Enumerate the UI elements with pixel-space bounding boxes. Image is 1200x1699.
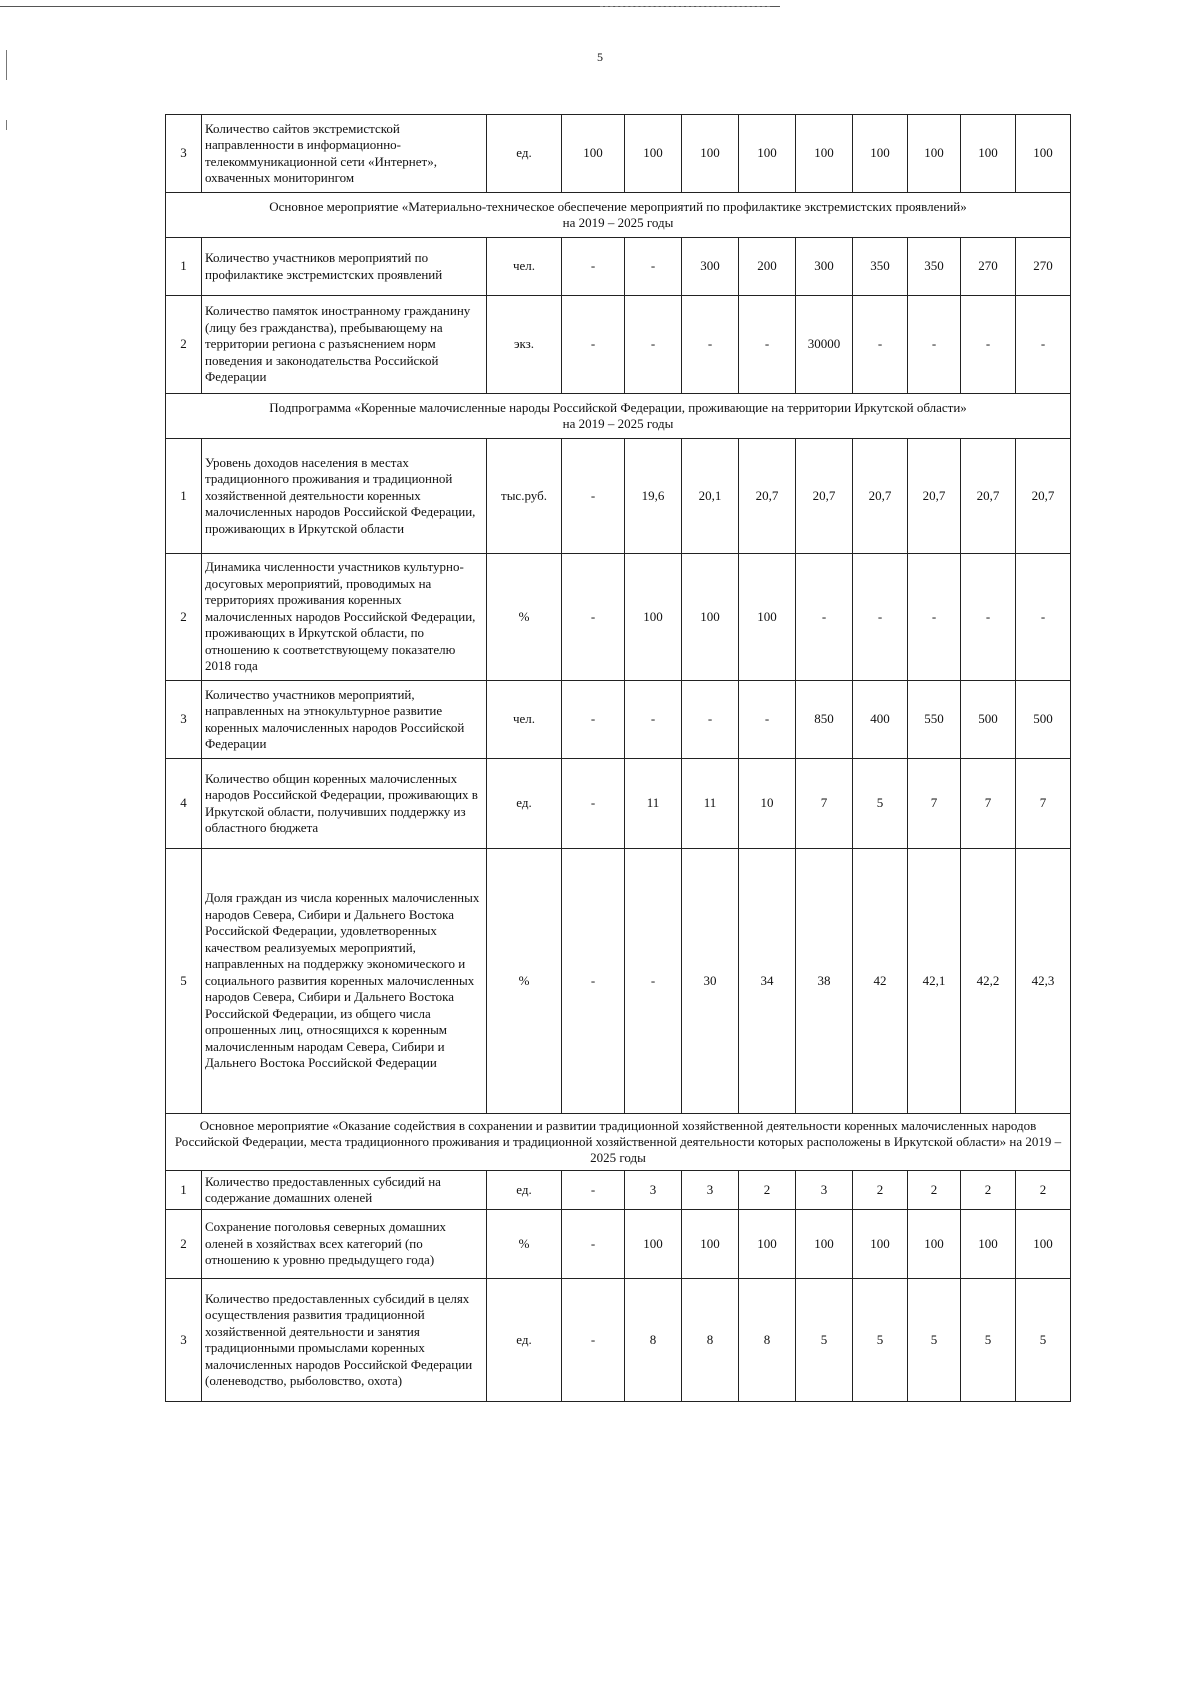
- scan-top-rule-dashed: [600, 6, 770, 7]
- row-number-cell: 1: [166, 238, 202, 296]
- value-cell: 500: [961, 681, 1016, 759]
- value-cell: 350: [908, 238, 961, 296]
- value-cell: 30000: [796, 296, 853, 394]
- value-cell: 11: [682, 759, 739, 849]
- value-cell: 38: [796, 849, 853, 1114]
- value-cell: 850: [796, 681, 853, 759]
- value-cell: 20,7: [961, 439, 1016, 554]
- value-cell: 8: [682, 1279, 739, 1402]
- indicators-table-body: [166, 115, 1071, 1402]
- table-row: [166, 554, 1071, 681]
- value-cell: 5: [853, 1279, 908, 1402]
- value-cell: -: [625, 681, 682, 759]
- value-cell: 270: [961, 238, 1016, 296]
- value-cell: 500: [1016, 681, 1071, 759]
- value-cell: 3: [796, 1171, 853, 1210]
- value-cell: 42,3: [1016, 849, 1071, 1114]
- section-heading-row: [166, 394, 1071, 439]
- indicator-name-cell: Сохранение поголовья северных домашних оленей в хозяйствах всех категорий (по отношению к уровню предыдущего года): [202, 1210, 487, 1279]
- row-number-cell: 3: [166, 1279, 202, 1402]
- table-row: [166, 115, 1071, 193]
- value-cell: -: [562, 296, 625, 394]
- value-cell: 300: [682, 238, 739, 296]
- value-cell: -: [562, 759, 625, 849]
- row-number-cell: 2: [166, 554, 202, 681]
- value-cell: 7: [1016, 759, 1071, 849]
- value-cell: 200: [739, 238, 796, 296]
- table-row: [166, 1210, 1071, 1279]
- value-cell: 100: [625, 1210, 682, 1279]
- value-cell: 2: [739, 1171, 796, 1210]
- value-cell: 300: [796, 238, 853, 296]
- value-cell: 19,6: [625, 439, 682, 554]
- value-cell: -: [562, 1279, 625, 1402]
- indicator-name-cell: Количество участников мероприятий по профилактике экстремистских проявлений: [202, 238, 487, 296]
- indicator-name-cell: Количество сайтов экстремистской направленности в информационно-телекоммуникационной сети «Интернет», охваченных мониторингом: [202, 115, 487, 193]
- value-cell: -: [562, 849, 625, 1114]
- value-cell: 100: [853, 115, 908, 193]
- value-cell: 7: [961, 759, 1016, 849]
- value-cell: -: [625, 238, 682, 296]
- table-row: [166, 849, 1071, 1114]
- indicator-name-cell: Количество предоставленных субсидий в целях осуществления развития традиционной хозяйственной деятельности и занятия традиционными промыслами коренных малочисленных народов Российской Федерации (оленеводство, рыболовство, охота): [202, 1279, 487, 1402]
- value-cell: 100: [853, 1210, 908, 1279]
- unit-cell: %: [487, 849, 562, 1114]
- value-cell: 42: [853, 849, 908, 1114]
- unit-cell: экз.: [487, 296, 562, 394]
- table-row: [166, 1171, 1071, 1210]
- value-cell: 3: [625, 1171, 682, 1210]
- indicator-name-cell: Количество общин коренных малочисленных народов Российской Федерации, проживающих в Иркутской области, получивших поддержку из областного бюджета: [202, 759, 487, 849]
- row-number-cell: 3: [166, 681, 202, 759]
- value-cell: 5: [853, 759, 908, 849]
- indicators-table: [165, 114, 1071, 1402]
- value-cell: 100: [796, 1210, 853, 1279]
- section-heading-line: Подпрограмма «Коренные малочисленные народы Российской Федерации, проживающие на территории Иркутской области»: [269, 400, 967, 415]
- indicator-name-cell: Количество участников мероприятий, направленных на этнокультурное развитие коренных малочисленных народов Российской Федерации: [202, 681, 487, 759]
- value-cell: -: [739, 296, 796, 394]
- value-cell: 7: [908, 759, 961, 849]
- section-heading: [166, 1114, 1071, 1171]
- value-cell: 100: [562, 115, 625, 193]
- value-cell: 100: [961, 115, 1016, 193]
- value-cell: 100: [625, 554, 682, 681]
- value-cell: 5: [908, 1279, 961, 1402]
- value-cell: 100: [682, 115, 739, 193]
- value-cell: -: [562, 1210, 625, 1279]
- value-cell: 100: [961, 1210, 1016, 1279]
- value-cell: -: [908, 554, 961, 681]
- value-cell: 20,7: [796, 439, 853, 554]
- value-cell: 8: [739, 1279, 796, 1402]
- value-cell: 100: [682, 1210, 739, 1279]
- value-cell: -: [625, 849, 682, 1114]
- page-number: 5: [597, 50, 603, 64]
- value-cell: 11: [625, 759, 682, 849]
- value-cell: -: [625, 296, 682, 394]
- value-cell: 5: [796, 1279, 853, 1402]
- unit-cell: чел.: [487, 681, 562, 759]
- section-heading: [166, 193, 1071, 238]
- row-number-cell: 4: [166, 759, 202, 849]
- value-cell: -: [682, 296, 739, 394]
- value-cell: -: [682, 681, 739, 759]
- value-cell: -: [961, 554, 1016, 681]
- section-heading-row: [166, 1114, 1071, 1171]
- table-row: [166, 238, 1071, 296]
- value-cell: -: [796, 554, 853, 681]
- value-cell: 2: [908, 1171, 961, 1210]
- value-cell: -: [1016, 296, 1071, 394]
- value-cell: 550: [908, 681, 961, 759]
- section-heading-line: Основное мероприятие «Оказание содействия в сохранении и развитии традиционной хозяйственной деятельности коренных малочисленных народов Российской Федерации, места традиционного проживания и традиционной хозяйственной деятельности которых расположены в Иркутской области» на 2019 – 2025 годы: [174, 1118, 1062, 1165]
- value-cell: 34: [739, 849, 796, 1114]
- value-cell: -: [739, 681, 796, 759]
- value-cell: -: [908, 296, 961, 394]
- value-cell: 100: [908, 115, 961, 193]
- value-cell: 20,7: [1016, 439, 1071, 554]
- value-cell: 100: [796, 115, 853, 193]
- value-cell: 2: [961, 1171, 1016, 1210]
- unit-cell: ед.: [487, 1171, 562, 1210]
- row-number-cell: 1: [166, 439, 202, 554]
- value-cell: 10: [739, 759, 796, 849]
- table-row: [166, 759, 1071, 849]
- section-heading-line: на 2019 – 2025 годы: [562, 416, 674, 431]
- value-cell: -: [961, 296, 1016, 394]
- section-heading-line: на 2019 – 2025 годы: [562, 215, 674, 230]
- value-cell: 100: [1016, 115, 1071, 193]
- value-cell: 42,2: [961, 849, 1016, 1114]
- value-cell: 100: [625, 115, 682, 193]
- value-cell: 100: [1016, 1210, 1071, 1279]
- indicator-name-cell: Количество памяток иностранному гражданину (лицу без гражданства), пребывающему на территории региона с разъяснением норм поведения и законодательства Российской Федерации: [202, 296, 487, 394]
- value-cell: 2: [853, 1171, 908, 1210]
- value-cell: -: [562, 439, 625, 554]
- value-cell: 20,7: [739, 439, 796, 554]
- value-cell: 7: [796, 759, 853, 849]
- indicator-name-cell: Доля граждан из числа коренных малочисленных народов Севера, Сибири и Дальнего Востока Российской Федерации, удовлетворенных качеством реализуемых мероприятий, направленных на поддержку экономического и социального развития коренных малочисленных народов Севера, Сибири и Дальнего Востока Российской Федерации, из общего числа опрошенных лиц, относящихся к коренным малочисленным народам Севера, Сибири и Дальнего Востока Российской Федерации: [202, 849, 487, 1114]
- unit-cell: ед.: [487, 759, 562, 849]
- row-number-cell: 2: [166, 1210, 202, 1279]
- value-cell: 350: [853, 238, 908, 296]
- indicator-name-cell: Количество предоставленных субсидий на содержание домашних оленей: [202, 1171, 487, 1210]
- table-row: [166, 296, 1071, 394]
- row-number-cell: 3: [166, 115, 202, 193]
- scan-margin-mark: [6, 120, 7, 130]
- unit-cell: ед.: [487, 115, 562, 193]
- value-cell: -: [562, 1171, 625, 1210]
- unit-cell: чел.: [487, 238, 562, 296]
- section-heading-line: Основное мероприятие «Материально-техническое обеспечение мероприятий по профилактике экстремистских проявлений»: [269, 199, 967, 214]
- value-cell: -: [853, 296, 908, 394]
- value-cell: 100: [908, 1210, 961, 1279]
- row-number-cell: 1: [166, 1171, 202, 1210]
- value-cell: 20,1: [682, 439, 739, 554]
- value-cell: 5: [961, 1279, 1016, 1402]
- value-cell: -: [562, 238, 625, 296]
- value-cell: 5: [1016, 1279, 1071, 1402]
- section-heading: [166, 394, 1071, 439]
- indicator-name-cell: Уровень доходов населения в местах традиционного проживания и традиционной хозяйственной деятельности коренных малочисленных народов Российской Федерации, проживающих в Иркутской области: [202, 439, 487, 554]
- value-cell: -: [562, 681, 625, 759]
- unit-cell: %: [487, 554, 562, 681]
- value-cell: 270: [1016, 238, 1071, 296]
- value-cell: 400: [853, 681, 908, 759]
- value-cell: 3: [682, 1171, 739, 1210]
- value-cell: -: [853, 554, 908, 681]
- value-cell: 30: [682, 849, 739, 1114]
- row-number-cell: 5: [166, 849, 202, 1114]
- table-row: [166, 681, 1071, 759]
- value-cell: 20,7: [908, 439, 961, 554]
- value-cell: -: [1016, 554, 1071, 681]
- value-cell: 42,1: [908, 849, 961, 1114]
- table-row: [166, 439, 1071, 554]
- value-cell: -: [562, 554, 625, 681]
- section-heading-row: [166, 193, 1071, 238]
- value-cell: 100: [739, 115, 796, 193]
- indicator-name-cell: Динамика численности участников культурно-досуговых мероприятий, проводимых на территориях проживания коренных малочисленных народов Российской Федерации, проживающих в Иркутской области, по отношению к соответствующему показателю 2018 года: [202, 554, 487, 681]
- value-cell: 100: [682, 554, 739, 681]
- row-number-cell: 2: [166, 296, 202, 394]
- unit-cell: ед.: [487, 1279, 562, 1402]
- value-cell: 20,7: [853, 439, 908, 554]
- unit-cell: тыс.руб.: [487, 439, 562, 554]
- value-cell: 8: [625, 1279, 682, 1402]
- value-cell: 100: [739, 554, 796, 681]
- table-row: [166, 1279, 1071, 1402]
- value-cell: 100: [739, 1210, 796, 1279]
- unit-cell: %: [487, 1210, 562, 1279]
- value-cell: 2: [1016, 1171, 1071, 1210]
